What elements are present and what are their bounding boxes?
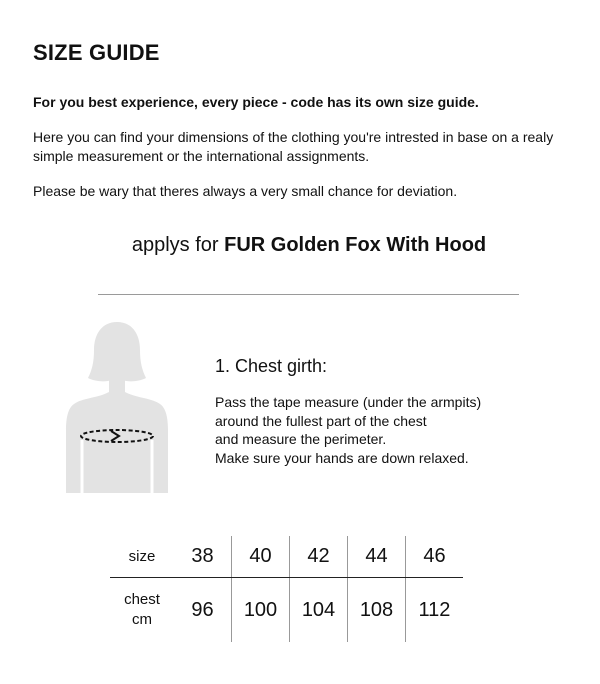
measurement-instructions xyxy=(215,393,555,467)
applies-prefix: applys for xyxy=(131,234,219,256)
instruction-line: and measure the perimeter. xyxy=(215,431,387,447)
size-table xyxy=(110,536,463,642)
female-torso-chest-measure-icon xyxy=(62,318,172,493)
chest-cell: 108 xyxy=(348,578,406,643)
size-cell: 40 xyxy=(232,536,290,578)
instruction-line: Make sure your hands are down relaxed. xyxy=(215,449,469,466)
product-applies-line xyxy=(0,234,600,257)
chest-cell: 112 xyxy=(406,578,464,643)
measurement-title: 1. Chest girth: xyxy=(215,356,328,376)
size-cell: 38 xyxy=(174,536,232,578)
size-row-label: size xyxy=(110,536,174,578)
chest-cell: 104 xyxy=(290,578,348,643)
size-cell: 46 xyxy=(406,536,464,578)
size-cell: 42 xyxy=(290,536,348,578)
deviation-warning: Please be wary that theres always a very small chance for deviation. xyxy=(33,183,458,199)
chest-label: chest xyxy=(124,591,160,608)
chest-cell: 100 xyxy=(232,578,290,643)
product-name: FUR Golden Fox With Hood xyxy=(224,234,487,256)
section-divider xyxy=(98,294,519,295)
intro-description: Here you can find your dimensions of the clothing you're intrested in base on a realy simple measurement or the international assignments. xyxy=(33,129,554,164)
table-row-chest xyxy=(110,578,463,643)
instruction-line: Pass the tape measure (under the armpits) xyxy=(215,394,482,410)
chest-unit: cm xyxy=(132,611,152,628)
instruction-line: around the fullest part of the chest xyxy=(215,412,427,429)
chest-row-label xyxy=(110,578,174,643)
intro-bold-line: For you best experience, every piece - code has its own size guide. xyxy=(33,94,479,110)
page-title: SIZE GUIDE xyxy=(33,40,160,65)
chest-cell: 96 xyxy=(191,598,214,621)
size-cell: 44 xyxy=(348,536,406,578)
table-row-size xyxy=(110,536,463,578)
